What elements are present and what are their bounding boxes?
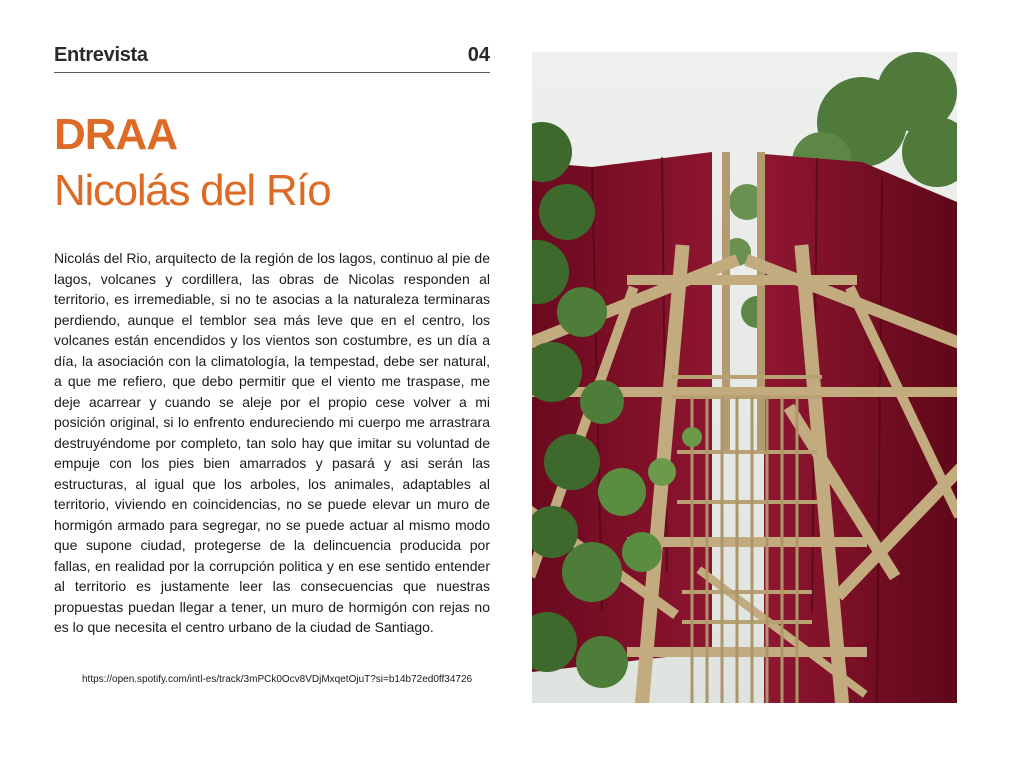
page-number: 04 <box>467 44 490 66</box>
page-header <box>54 44 490 73</box>
title-architect-name: Nicolás del Río <box>54 166 331 215</box>
interview-body-text: Nicolás del Rio, arquitecto de la región de los lagos, continuo al pie de lagos, volcanes y cordillera, las obras de Nicolas responden al territorio, es irremediable, si no te asocias a la naturaleza terminaras perdiendo, aunque el temblor sea más leve que en el centro, los volcanes están encendidos y los vientos son costumbre, es un día a día, la asociación con la climatología, la tempestad, debe ser natural, a que me refiero, que debo permitir que el viento me traspase, me deje acarrear y cuando se aleje por el propio cese volver a mi posición original, si lo enfrento endureciendo mi cuerpo me arrastrara destruyéndome por completo, tan solo hay que imitar su voluntad de empuje con los pies bien amarrados y pasará y asi serán las estructuras, al igual que los arboles, los animales, adaptables al territorio, viviendo en coincidencias, no se puede elevar un muro de hormigón armado para segregar, no se puede actuar al mismo modo que supone ciudad, protegerse de la delincuencia producida por fallas, en realidad por la corrupción politica y en ese sentido entender al territorio es justamente leer las consecuencias que nuestras propuestas puedan llegar a tener, un muro de hormigón con rejas no es lo que necesita el centro urbano de la ciudad de Santiago. <box>54 250 490 635</box>
title-studio: DRAA <box>54 110 178 159</box>
structure-photo <box>532 52 957 703</box>
section-title: Entrevista <box>54 44 148 66</box>
spotify-link[interactable]: https://open.spotify.com/intl-es/track/3mPCk0Ocv8VDjMxqetOjuT?si=b14b72ed0ff34726 <box>82 674 473 685</box>
